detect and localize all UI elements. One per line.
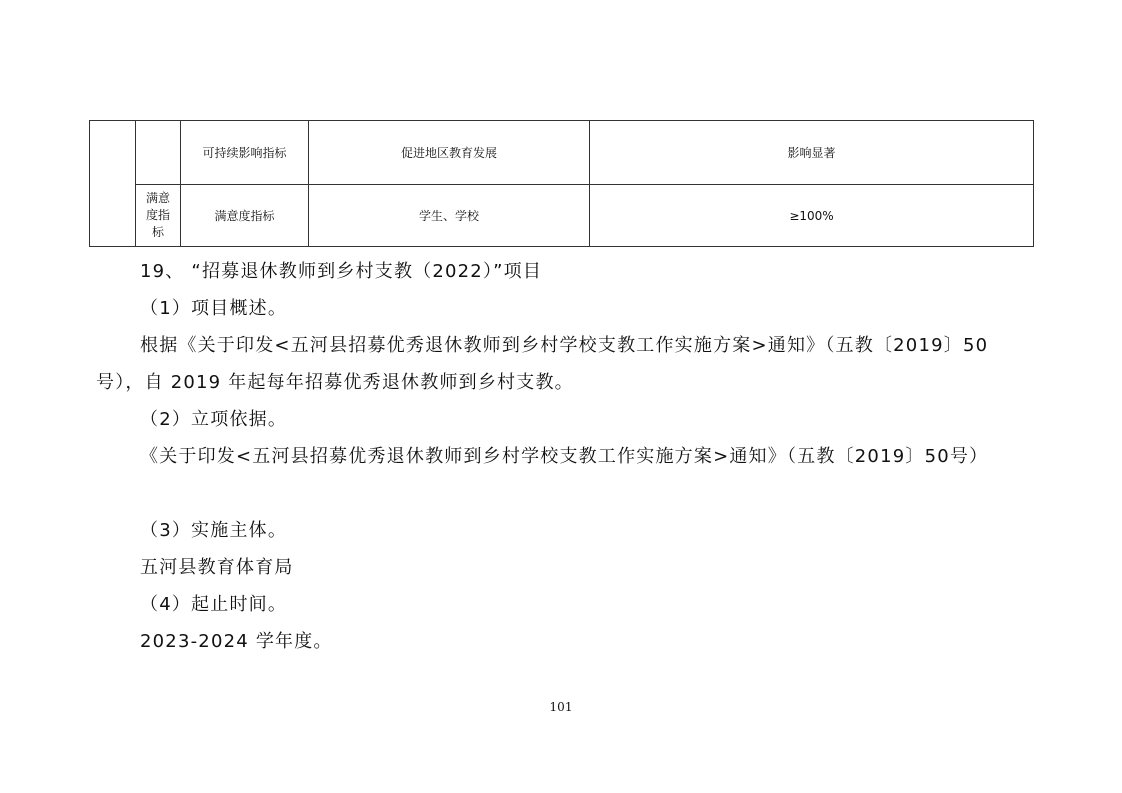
overview-text: 根据《关于印发<五河县招募优秀退休教师到乡村学校支教工作实施方案>通知》（五教〔2019〕50号），自 2019 年起每年招募优秀退休教师到乡村支教。 <box>96 335 989 393</box>
indicator-value-cell: ≥100% <box>590 185 1034 247</box>
period-text: 2023-2024 学年度。 <box>140 631 333 652</box>
indicator-name-cell: 满意度指标 <box>181 185 309 247</box>
indicator-name-cell: 可持续影响指标 <box>181 121 309 185</box>
page-number: 101 <box>549 700 573 714</box>
indicator-category-cell <box>136 185 181 247</box>
subheading-implementer: （3）实施主体。 <box>140 520 288 541</box>
indicator-category-text: 满意度指标 <box>145 191 170 239</box>
indicator-content-cell: 学生、学校 <box>309 185 590 247</box>
table-cell-empty <box>136 121 181 185</box>
table-row <box>90 121 1034 185</box>
subheading-period: （4）起止时间。 <box>140 594 288 615</box>
indicator-content-cell: 促进地区教育发展 <box>309 121 590 185</box>
indicator-value-cell: 影响显著 <box>590 121 1034 185</box>
section-heading: 19、 “招募退休教师到乡村支教（2022）”项目 <box>140 261 543 282</box>
table-cell-empty <box>90 121 136 247</box>
basis-text: 《关于印发<五河县招募优秀退休教师到乡村学校支教工作实施方案>通知》（五教〔2019〕50号） <box>140 446 989 467</box>
subheading-basis: （2）立项依据。 <box>140 409 288 430</box>
implementer-text: 五河县教育体育局 <box>140 557 294 578</box>
indicator-table <box>89 120 1034 247</box>
table-row <box>90 185 1034 247</box>
subheading-overview: （1）项目概述。 <box>140 298 288 319</box>
